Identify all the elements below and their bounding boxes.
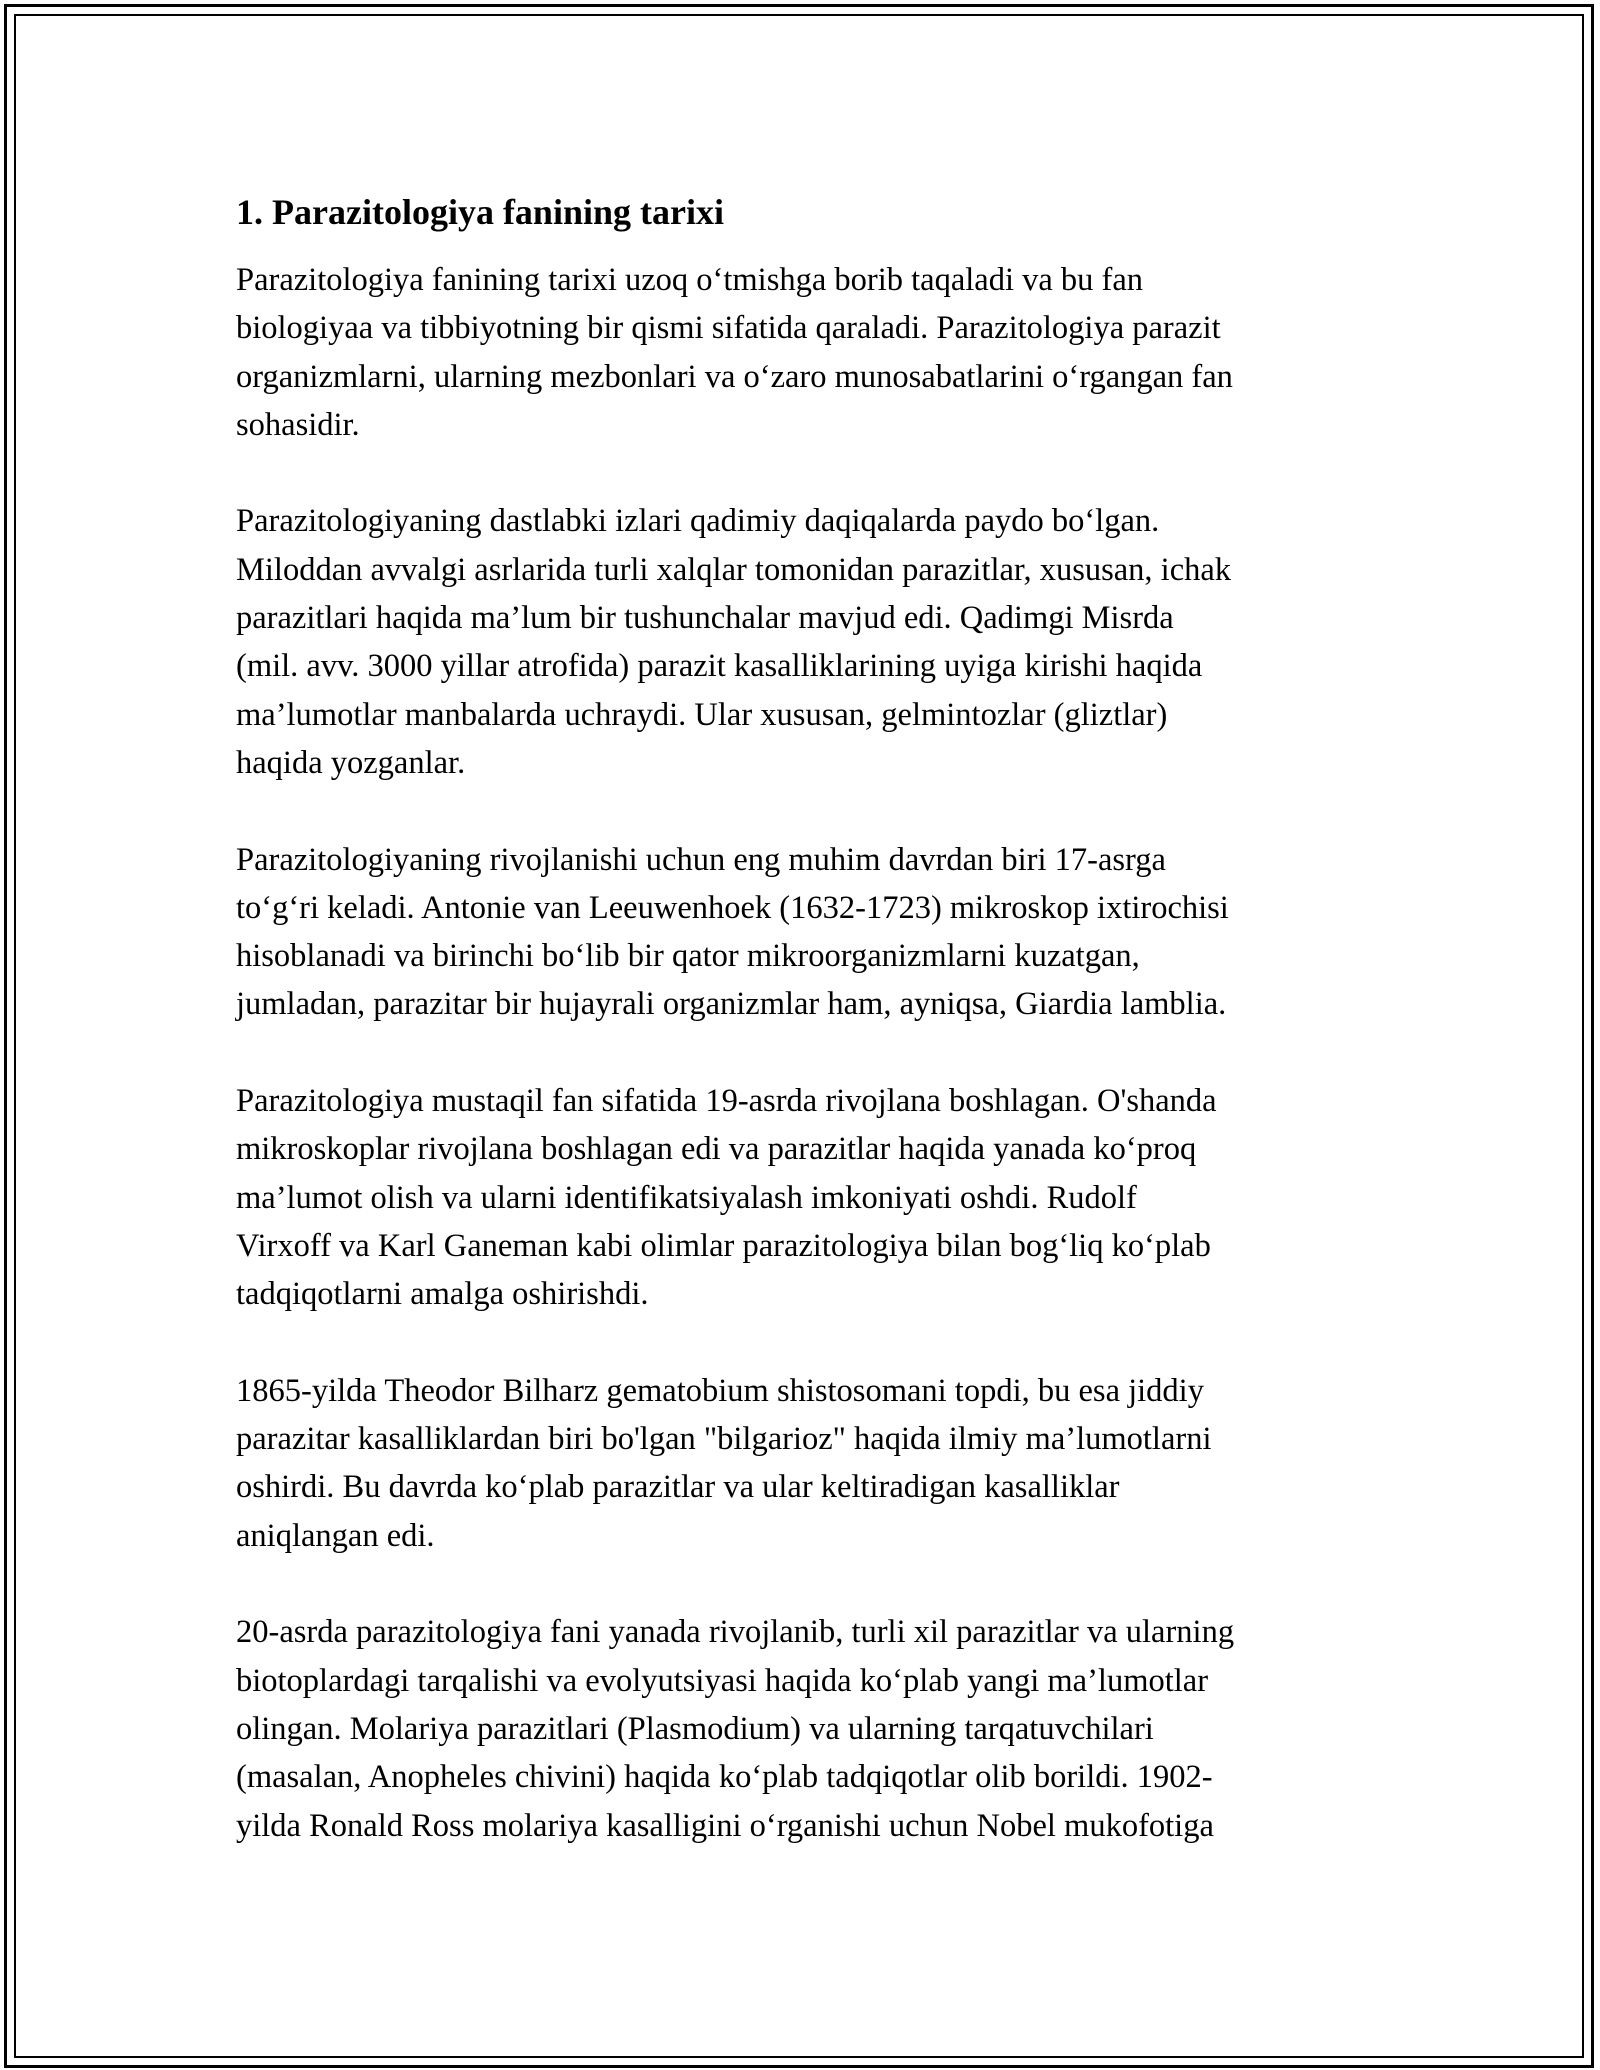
paragraph <box>236 1077 1366 1318</box>
paragraph <box>236 1367 1366 1560</box>
paragraph-line: parazitlari haqida ma’lum bir tushunchalar mavjud edi. Qadimgi Misrda <box>236 600 1174 637</box>
paragraph-line: biologiyaa va tibbiyotning bir qismi sifatida qaraladi. Parazitologiya parazit <box>236 310 1221 347</box>
paragraph-line: (masalan, Anopheles chivini) haqida ko‘plab tadqiqotlar olib borildi. 1902- <box>236 1759 1213 1796</box>
paragraph <box>236 1608 1366 1849</box>
paragraph-line: parazitar kasalliklardan biri bo'lgan "bilgarioz" haqida ilmiy ma’lumotlarni <box>236 1421 1212 1458</box>
paragraph-line: Parazitologiya mustaqil fan sifatida 19-asrda rivojlana boshlagan. O'shanda <box>236 1083 1217 1120</box>
paragraph-line: jumladan, parazitar bir hujayrali organizmlar ham, ayniqsa, Giardia lamblia. <box>236 986 1227 1023</box>
paragraph-line: (mil. avv. 3000 yillar atrofida) parazit kasalliklarining uyiga kirishi haqida <box>236 648 1203 685</box>
paragraph-line: ma’lumot olish va ularni identifikatsiyalash imkoniyati oshdi. Rudolf <box>236 1179 1137 1216</box>
paragraph-line: biotoplardagi tarqalishi va evolyutsiyasi haqida ko‘plab yangi ma’lumotlar <box>236 1662 1209 1699</box>
paragraph-line: Parazitologiya fanining tarixi uzoq o‘tmishga borib taqaladi va bu fan <box>236 262 1144 298</box>
paragraph <box>236 256 1366 449</box>
paragraph-line: Miloddan avvalgi asrlarida turli xalqlar tomonidan parazitlar, xususan, ichak <box>236 551 1232 588</box>
paragraph-line: Virxoff va Karl Ganeman kabi olimlar parazitologiya bilan bog‘liq ko‘plab <box>236 1227 1211 1264</box>
paragraph <box>236 836 1366 1029</box>
paragraph-line: Parazitologiyaning dastlabki izlari qadimiy daqiqalarda paydo bo‘lgan. <box>236 503 1160 540</box>
paragraph-line: Parazitologiyaning rivojlanishi uchun eng muhim davrdan biri 17-asrga <box>236 841 1166 878</box>
paragraph <box>236 497 1366 787</box>
paragraph-line: sohasidir. <box>236 406 360 443</box>
paragraph-line: haqida yozganlar. <box>236 744 466 781</box>
paragraph-list <box>236 256 1366 1850</box>
paragraph-line: organizmlarni, ularning mezbonlari va o‘zaro munosabatlarini o‘rgangan fan <box>236 358 1233 395</box>
paragraph-line: olingan. Molariya parazitlari (Plasmodium) va ularning tarqatuvchilari <box>236 1710 1154 1747</box>
section-heading: 1. Parazitologiya fanining tarixi <box>236 192 724 232</box>
paragraph-line: mikroskoplar rivojlana boshlagan edi va parazitlar haqida yanada ko‘proq <box>236 1131 1197 1168</box>
paragraph-line: yilda Ronald Ross molariya kasalligini o‘rganishi uchun Nobel mukofotiga <box>236 1807 1214 1844</box>
paragraph-line: to‘g‘ri keladi. Antonie van Leeuwenhoek (1632-1723) mikroskop ixtirochisi <box>236 889 1229 926</box>
paragraph-line: aniqlangan edi. <box>236 1517 435 1554</box>
paragraph-line: 20-asrda parazitologiya fani yanada rivojlanib, turli xil parazitlar va ularning <box>236 1614 1235 1651</box>
paragraph-line: oshirdi. Bu davrda ko‘plab parazitlar va ular keltiradigan kasalliklar <box>236 1469 1120 1506</box>
document-body <box>236 188 1366 1898</box>
paragraph-line: ma’lumotlar manbalarda uchraydi. Ular xususan, gelmintozlar (gliztlar) <box>236 696 1168 733</box>
paragraph-line: hisoblanadi va birinchi bo‘lib bir qator mikroorganizmlarni kuzatgan, <box>236 938 1140 975</box>
paragraph-line: tadqiqotlarni amalga oshirishdi. <box>236 1276 649 1313</box>
paragraph-line: 1865-yilda Theodor Bilharz gematobium shistosomani topdi, bu esa jiddiy <box>236 1372 1204 1409</box>
